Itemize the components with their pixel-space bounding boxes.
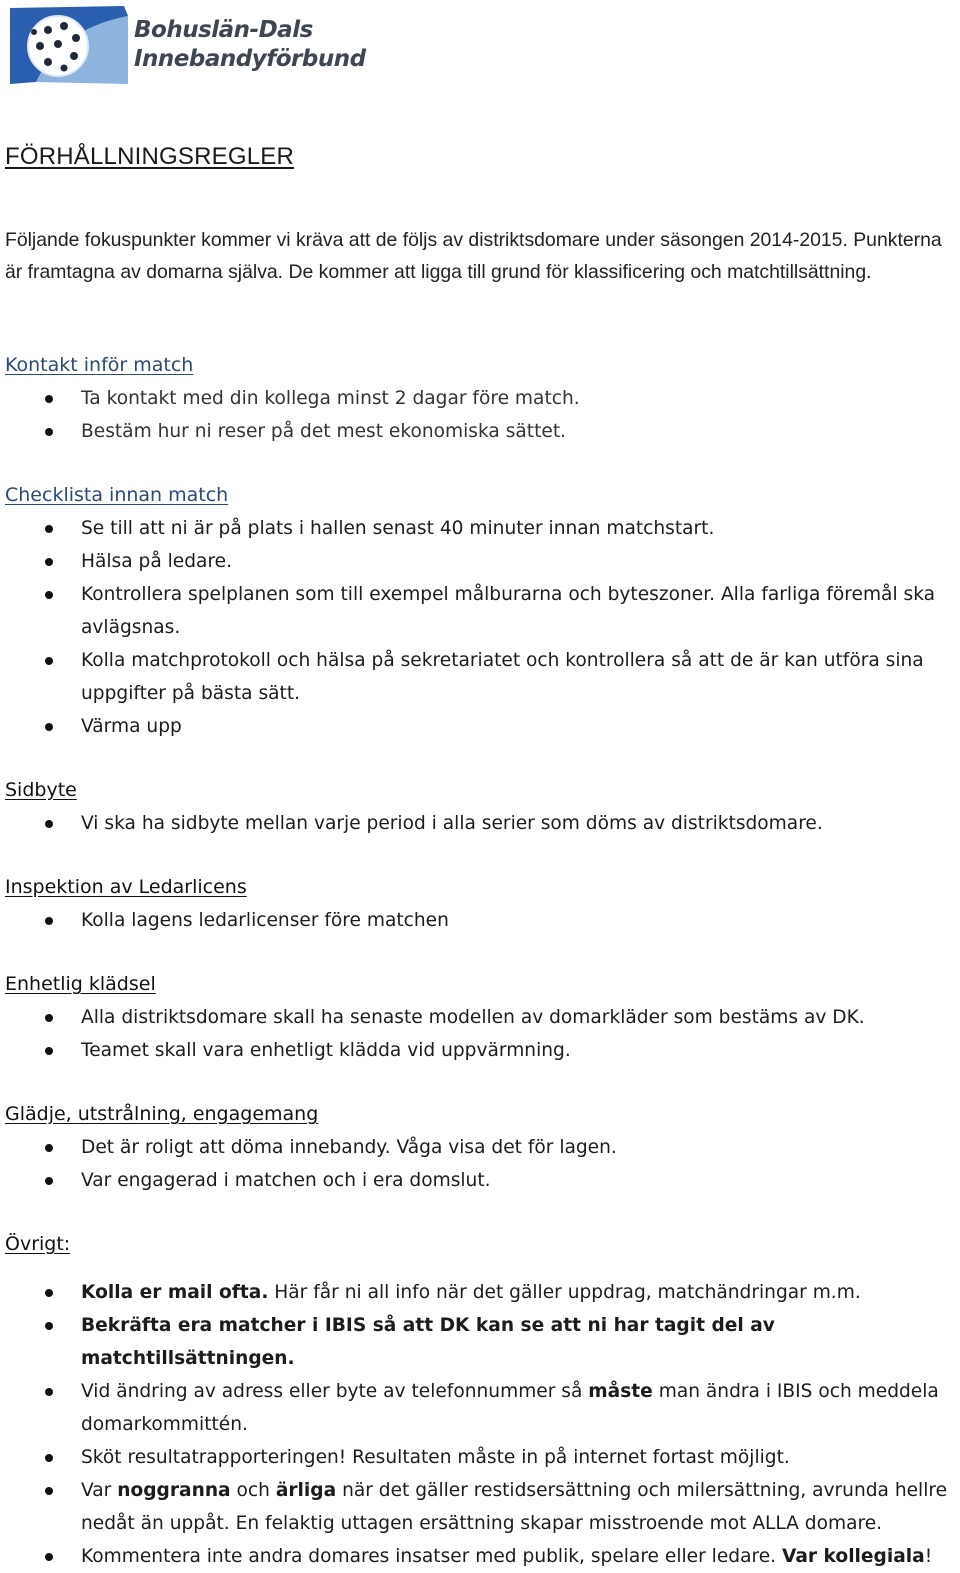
list-item: Bestäm hur ni reser på det mest ekonomiska sättet. xyxy=(5,415,959,448)
section-inspektion xyxy=(5,871,959,937)
bullet-icon xyxy=(45,558,53,566)
bullet-list xyxy=(5,1001,959,1067)
bullet-icon xyxy=(45,820,53,828)
bullet-icon xyxy=(45,591,53,599)
intro-paragraph: Följande fokuspunkter kommer vi kräva att de följs av distriktsdomare under säsongen 2014-2015. Punkterna är framtagna av domarna själva. De kommer att ligga till grund för klassificering och matchtillsättning. xyxy=(5,229,942,283)
bullet-list xyxy=(5,904,959,937)
list-item: Se till att ni är på plats i hallen senast 40 minuter innan matchstart. xyxy=(5,512,959,545)
list-item: Bekräfta era matcher i IBIS så att DK kan se att ni har tagit del av matchtillsättningen. xyxy=(5,1309,959,1375)
page-title: FÖRHÅLLNINGSREGLER xyxy=(5,143,294,170)
section-kladsel xyxy=(5,968,959,1067)
bullet-icon xyxy=(45,1487,53,1495)
section-heading: Glädje, utstrålning, engagemang xyxy=(5,1103,319,1125)
bullet-list xyxy=(5,1276,959,1573)
list-item: Sköt resultatrapporteringen! Resultaten måste in på internet fortast möjligt. xyxy=(5,1441,959,1474)
list-item: Kolla lagens ledarlicenser före matchen xyxy=(5,904,959,937)
list-item: Kolla matchprotokoll och hälsa på sekretariatet och kontrollera så att de är kan utföra sina uppgifter på bästa sätt. xyxy=(5,644,959,710)
bullet-icon xyxy=(45,1388,53,1396)
list-item: Kommentera inte andra domares insatser med publik, spelare eller ledare. Var kollegiala! xyxy=(5,1540,959,1573)
bullet-icon xyxy=(45,1144,53,1152)
list-item: Kolla er mail ofta. Här får ni all info när det gäller uppdrag, matchändringar m.m. xyxy=(5,1276,959,1309)
logo-line-2: Innebandyförbund xyxy=(134,46,366,72)
section-gladje xyxy=(5,1098,959,1197)
list-item: Ta kontakt med din kollega minst 2 dagar före match. xyxy=(5,382,959,415)
bullet-icon xyxy=(45,917,53,925)
list-item: Det är roligt att döma innebandy. Våga visa det för lagen. xyxy=(5,1131,959,1164)
bullet-list xyxy=(5,1131,959,1197)
section-checklista xyxy=(5,479,959,743)
bullet-icon xyxy=(45,1177,53,1185)
bullet-icon xyxy=(45,1454,53,1462)
section-heading: Sidbyte xyxy=(5,779,77,801)
bullet-icon xyxy=(45,657,53,665)
list-item: Vid ändring av adress eller byte av telefonnummer så måste man ändra i IBIS och meddela domarkommittén. xyxy=(5,1375,959,1441)
bullet-icon xyxy=(45,1322,53,1330)
section-heading: Enhetlig klädsel xyxy=(5,973,156,995)
logo xyxy=(6,4,376,86)
floorball-logo-icon xyxy=(6,4,130,86)
bullet-icon xyxy=(45,1289,53,1297)
list-item: Alla distriktsdomare skall ha senaste modellen av domarkläder som bestäms av DK. xyxy=(5,1001,959,1034)
list-item: Var noggranna och ärliga när det gäller restidsersättning och milersättning, avrunda hellre nedåt än uppåt. En felaktig uttagen ersättning skapar misstroende mot ALLA domare. xyxy=(5,1474,959,1540)
section-heading: Checklista innan match xyxy=(5,484,229,506)
bullet-icon xyxy=(45,723,53,731)
bullet-icon xyxy=(45,1553,53,1561)
bullet-icon xyxy=(45,1047,53,1055)
section-sidbyte xyxy=(5,774,959,840)
bullet-list xyxy=(5,382,959,448)
bullet-icon xyxy=(45,525,53,533)
section-heading: Inspektion av Ledarlicens xyxy=(5,876,247,898)
bullet-list xyxy=(5,512,959,743)
logo-text xyxy=(134,16,366,74)
logo-line-1: Bohuslän-Dals xyxy=(134,17,313,43)
bullet-icon xyxy=(45,395,53,403)
list-item: Värma upp xyxy=(5,710,959,743)
list-item: Hälsa på ledare. xyxy=(5,545,959,578)
list-item: Vi ska ha sidbyte mellan varje period i alla serier som döms av distriktsdomare. xyxy=(5,807,959,840)
section-heading: Övrigt: xyxy=(5,1233,71,1255)
section-kontakt xyxy=(5,349,959,448)
bullet-icon xyxy=(45,1014,53,1022)
bullet-list xyxy=(5,807,959,840)
list-item: Var engagerad i matchen och i era domslut. xyxy=(5,1164,959,1197)
section-heading: Kontakt inför match xyxy=(5,354,194,376)
list-item: Teamet skall vara enhetligt klädda vid uppvärmning. xyxy=(5,1034,959,1067)
section-ovrigt xyxy=(5,1228,959,1573)
list-item: Kontrollera spelplanen som till exempel målburarna och byteszoner. Alla farliga föremål ska avlägsnas. xyxy=(5,578,959,644)
bullet-icon xyxy=(45,428,53,436)
